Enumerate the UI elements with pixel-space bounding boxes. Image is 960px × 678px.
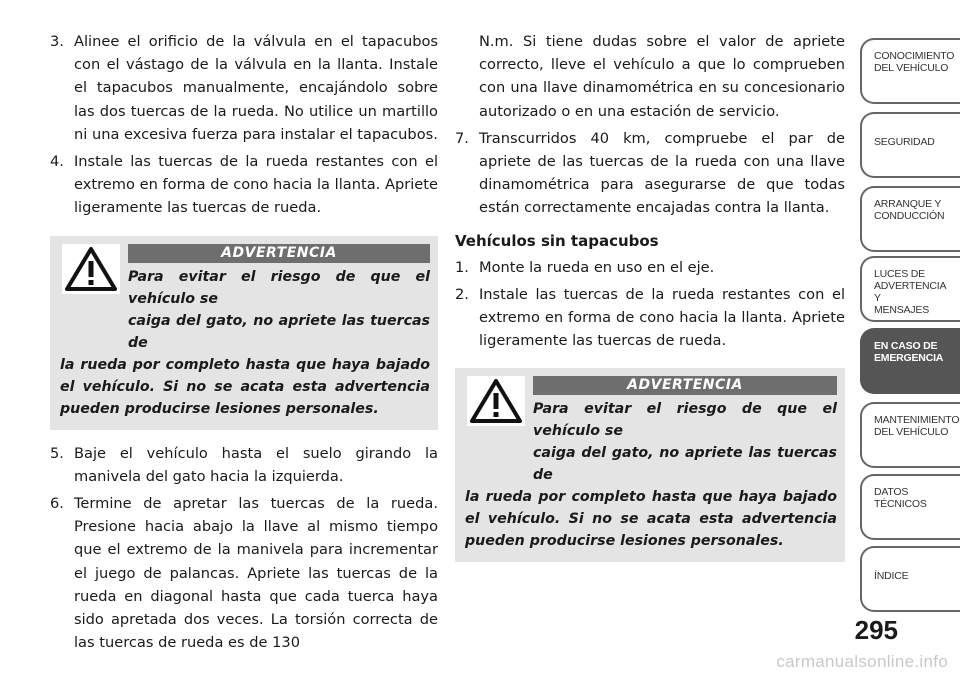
tab-label: ARRANQUE Y — [874, 198, 942, 210]
tab-label: DATOS — [874, 486, 909, 498]
left-column — [50, 30, 438, 654]
tab-emergencia[interactable] — [860, 328, 960, 394]
list-number: 1. — [455, 258, 469, 276]
list-number: 2. — [455, 285, 469, 303]
warning-line: Para evitar el riesgo de que el vehículo se — [533, 401, 837, 440]
tab-label: CONDUCCIÓN — [874, 210, 945, 222]
list-number: 5. — [50, 444, 64, 462]
list-number: 4. — [50, 153, 64, 171]
tab-label: EMERGENCIA — [874, 352, 944, 364]
list-text: Instale las tuercas de la rueda restantes con el extremo en forma de cono hacia la llanta. Apriete ligeramente las tuercas de rueda. — [479, 285, 845, 350]
list-text: Instale las tuercas de la rueda restantes con el extremo en forma de cono hacia la llanta. Apriete ligeramente las tuercas de rueda. — [74, 153, 438, 217]
tab-label: MENSAJES — [874, 304, 929, 316]
warning-line: caiga del gato, no apriete las tuercas de — [533, 445, 837, 484]
warning-box — [455, 368, 845, 562]
tab-seguridad[interactable] — [860, 112, 960, 178]
tab-label: SEGURIDAD — [874, 136, 935, 148]
tab-label: TÉCNICOS — [874, 498, 927, 510]
chapter-tabs — [858, 0, 960, 678]
section-heading: Vehículos sin tapacubos — [455, 231, 659, 250]
warning-line: la rueda por completo hasta que haya bajado el vehículo. Si no se acata esta advertencia pueden producirse lesiones personales. — [465, 489, 837, 550]
list-text: Alinee el orificio de la válvula en el tapacubos con el vástago de la válvula en la llanta. Instale el tapacubos manualmente, encajándolo sobre las dos tuercas de la rueda. No utilice un martillo ni una excesiva fuerza para instalar el tapacubos. — [74, 33, 438, 143]
tab-mantenimiento[interactable] — [860, 402, 960, 468]
warning-line: caiga del gato, no apriete las tuercas de — [128, 312, 430, 351]
warning-box — [50, 236, 438, 430]
tab-conocimiento[interactable] — [860, 38, 960, 104]
list-number: 3. — [50, 33, 64, 50]
list-item-1 — [455, 256, 845, 279]
tab-arranque[interactable] — [860, 186, 960, 252]
tab-label: DEL VEHÍCULO — [874, 62, 949, 74]
tab-label: ADVERTENCIA Y — [874, 280, 946, 304]
warning-triangle-icon — [467, 376, 525, 426]
tab-indice[interactable] — [860, 546, 960, 612]
list-text: Monte la rueda en uso en el eje. — [479, 258, 715, 276]
tab-label: CONOCIMIENTO — [874, 50, 955, 62]
list-item-2 — [455, 283, 845, 353]
list-item-5 — [50, 442, 438, 488]
list-item-3 — [50, 30, 438, 146]
tab-label: DEL VEHÍCULO — [874, 426, 949, 438]
right-column — [455, 30, 845, 574]
tab-label: MANTENIMIENTO — [874, 414, 960, 426]
list-number: 6. — [50, 495, 64, 513]
list-item-7 — [455, 127, 845, 220]
warning-title: ADVERTENCIA — [128, 244, 430, 263]
warning-title: ADVERTENCIA — [533, 376, 837, 395]
tab-datos[interactable] — [860, 474, 960, 540]
tab-label: LUCES DE — [874, 268, 925, 280]
warning-line: la rueda por completo hasta que haya bajado el vehículo. Si no se acata esta advertencia pueden producirse lesiones personales. — [60, 356, 430, 417]
continuation-text: N.m. Si tiene dudas sobre el valor de apriete correcto, lleve el vehículo a que lo comprueben con una llave dinamométrica en su concesionario autorizado o en una estación de servicio. — [479, 33, 845, 120]
list-item-6 — [50, 492, 438, 654]
page-number: 295 — [854, 615, 898, 645]
list-text: Baje el vehículo hasta el suelo girando la manivela del gato hacia la izquierda. — [74, 444, 438, 485]
tab-luces[interactable] — [860, 256, 960, 322]
warning-triangle-icon — [62, 244, 120, 294]
warning-line: Para evitar el riesgo de que el vehículo se — [128, 268, 430, 307]
list-text: Termine de apretar las tuercas de la rueda. Presione hacia abajo la llave al mismo tiempo que el extremo de la manivela para incrementar el juego de palancas. Apriete las tuercas de la rueda en diagonal hasta que cada tuerca haya sido apretada dos veces. La torsión correcta de las tuercas de rueda es de 130 — [74, 495, 438, 652]
list-text: Transcurridos 40 km, compruebe el par de apriete de las tuercas de la rueda con una llave dinamométrica para asegurarse de que todas están correctamente encajadas contra la llanta. — [479, 129, 845, 217]
watermark: carmanualsonline.info — [776, 652, 948, 671]
list-item-4 — [50, 150, 438, 220]
tab-label: ÍNDICE — [874, 570, 909, 582]
tab-label: EN CASO DE — [874, 340, 938, 352]
list-number: 7. — [455, 129, 469, 147]
